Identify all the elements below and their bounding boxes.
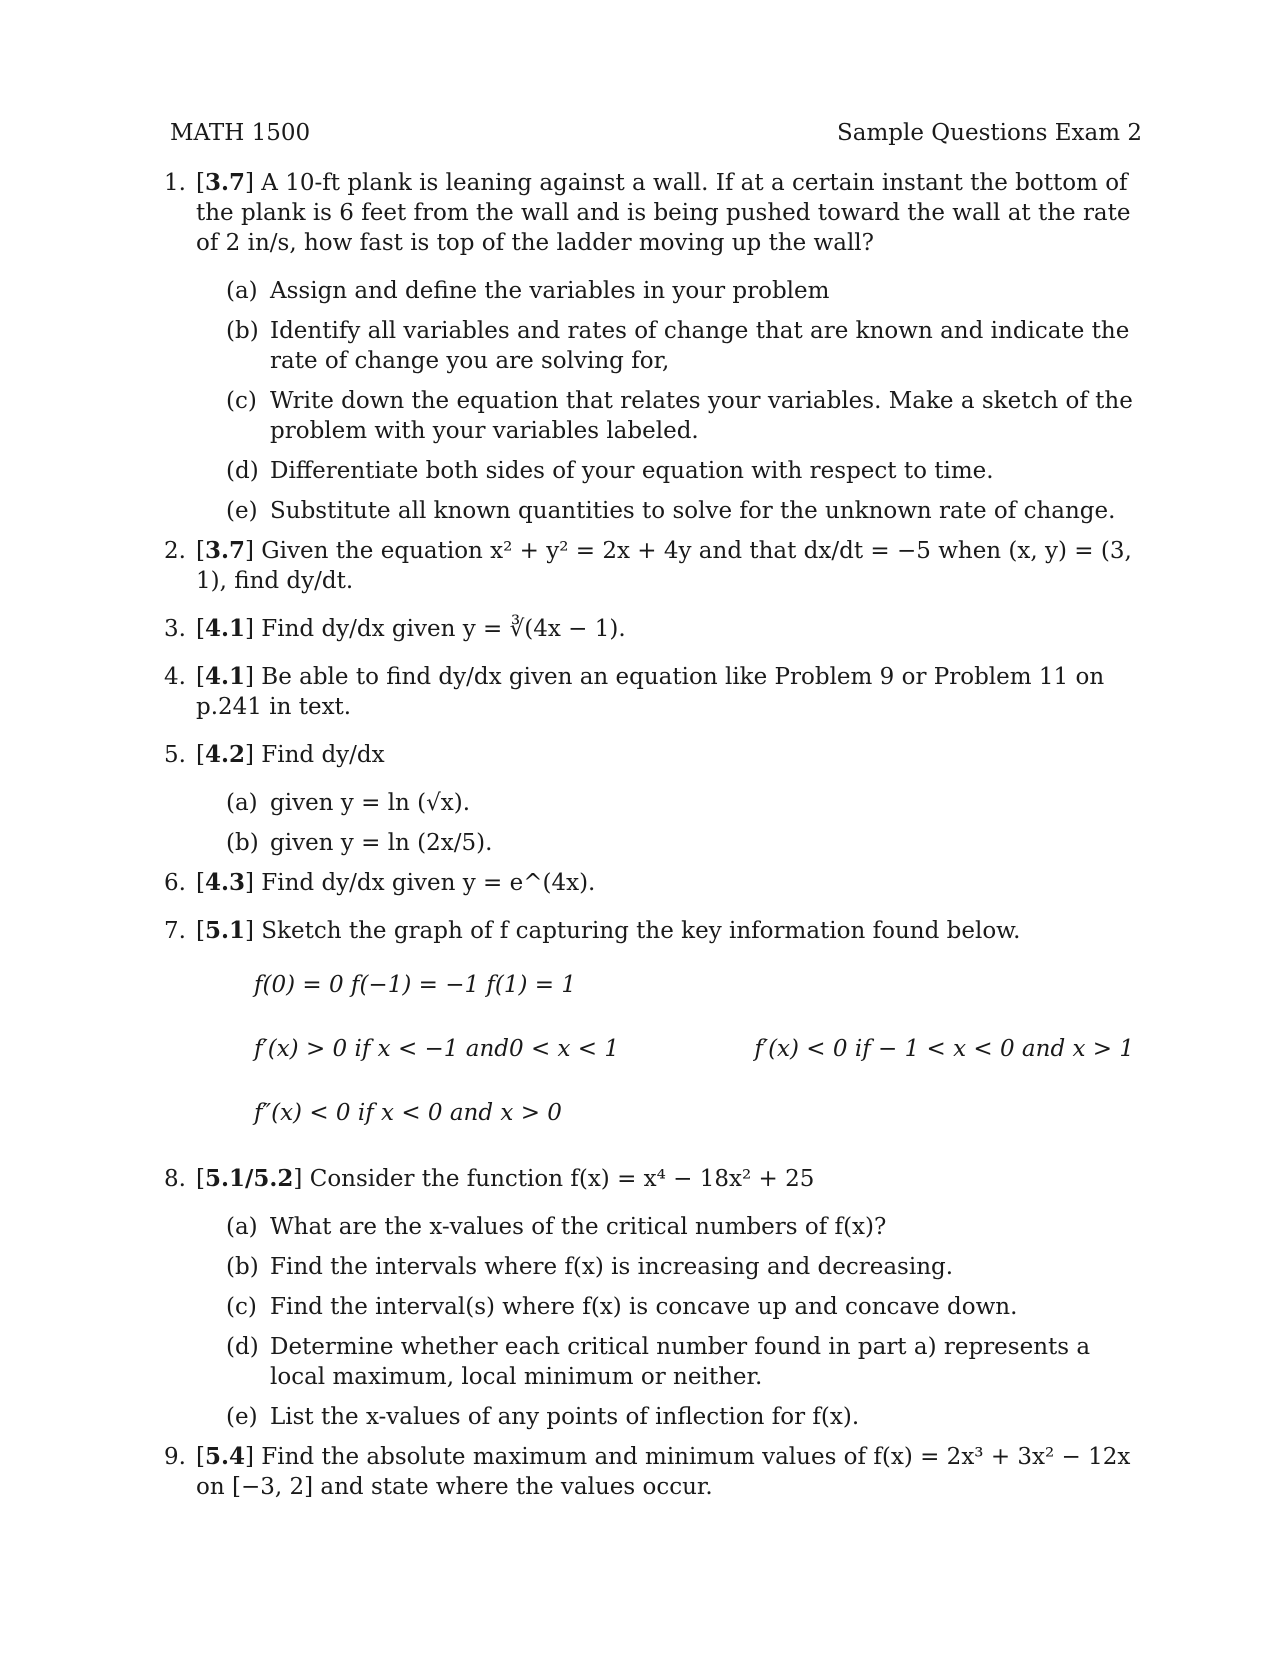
section-tag: 4.3 xyxy=(204,869,245,896)
question-text: Consider the function f(x) = x⁴ − 18x² + 25 xyxy=(309,1166,815,1192)
part-a xyxy=(226,276,1142,306)
question-parts xyxy=(226,1212,1142,1432)
question-5: 5. [4.2] Find dy/dx (a) given y = ln (√x). (b) given y = ln (2x/5). xyxy=(170,740,1142,858)
page-header xyxy=(170,118,1142,158)
question-2: 2. [3.7] Given the equation x² + y² = 2x + 4y and that dx/dt = −5 when (x, y) = (3, 1), find dy/dt. xyxy=(164,537,1132,594)
question-number: 4. xyxy=(164,664,186,690)
function-values: f(0) = 0 f(−1) = −1 f(1) = 1 xyxy=(254,972,577,998)
section-tag: 4.2 xyxy=(204,741,245,768)
question-text: Find dy/dx given y = ∛(4x − 1). xyxy=(261,616,626,642)
question-number: 3. xyxy=(164,616,186,642)
question-number: 2. xyxy=(164,538,186,564)
question-text: Sketch the graph of f capturing the key information found below. xyxy=(261,918,1021,944)
question-parts xyxy=(226,276,1142,526)
part-label: (e) xyxy=(226,498,258,524)
part-label: (b) xyxy=(226,830,259,856)
part-d xyxy=(226,456,1142,486)
part-label: (e) xyxy=(226,1404,258,1430)
question-1: 1. [3.7] A 10-ft plank is leaning against a wall. If at a certain instant the bottom of the plank is 6 feet from the wall and is being pushed toward the wall at the rate of 2 in/s, how fast is top of the ladder moving up the wall? (a) Assign and define the variables in your problem (b) Identify all variables and rates of change that are known and indicate the rate of change you are solving for, (c) Write down the equation that relates your variables. Make a sketch of the problem with your variables labeled. (d) Differentiate both sides of your equation with respect to time. (e) Substitute all known quantities to solve for the unknown rate of change. xyxy=(170,168,1142,526)
section-tag: 3.7 xyxy=(204,169,245,196)
part-text: Assign and define the variables in your problem xyxy=(270,278,830,304)
fprime-negative: f′(x) < 0 if − 1 < x < 0 and x > 1 xyxy=(754,1036,1134,1062)
part-b xyxy=(226,828,1142,858)
question-text: Find dy/dx given y = e^(4x). xyxy=(261,870,596,896)
part-d xyxy=(226,1332,1142,1392)
course-code: MATH 1500 xyxy=(170,120,311,146)
part-b xyxy=(226,316,1142,376)
part-text: given y = ln (2x/5). xyxy=(270,830,493,856)
part-text: List the x-values of any points of inflection for f(x). xyxy=(270,1404,860,1430)
part-text: Write down the equation that relates your variables. Make a sketch of the problem with your variables labeled. xyxy=(270,388,1133,444)
question-6: 6. [4.3] Find dy/dx given y = e^(4x). xyxy=(164,869,596,896)
part-label: (b) xyxy=(226,1254,259,1280)
part-text: Find the interval(s) where f(x) is concave up and concave down. xyxy=(270,1294,1018,1320)
part-label: (a) xyxy=(226,790,258,816)
part-label: (c) xyxy=(226,388,257,414)
part-c xyxy=(226,1292,1142,1322)
part-text: Find the intervals where f(x) is increasing and decreasing. xyxy=(270,1254,954,1280)
question-number: 7. xyxy=(164,918,186,944)
part-e xyxy=(226,1402,1142,1432)
part-label: (a) xyxy=(226,1214,258,1240)
part-label: (d) xyxy=(226,1334,259,1360)
part-a xyxy=(226,788,1142,818)
question-4: 4. [4.1] Be able to find dy/dx given an equation like Problem 9 or Problem 11 on p.241 in text. xyxy=(164,663,1105,720)
part-text: Determine whether each critical number found in part a) represents a local maximum, local minimum or neither. xyxy=(270,1334,1091,1390)
part-label: (b) xyxy=(226,318,259,344)
section-tag: 4.1 xyxy=(204,663,245,690)
exam-page xyxy=(164,118,1142,1502)
section-tag: 5.4 xyxy=(204,1443,245,1470)
section-tag: 3.7 xyxy=(204,537,245,564)
section-tag: 5.1 xyxy=(204,917,245,944)
part-text: Differentiate both sides of your equation with respect to time. xyxy=(270,458,994,484)
question-7: 7. [5.1] Sketch the graph of f capturing the key information found below. f(0) = 0 f(−1) = −1 f(1) = 1 f′(x) > 0 if x < −1 and0 < x < 1 f′(x) < 0 if − 1 < x < 0 and x > 1 f″(x) < 0 if x < 0 and x > 0 xyxy=(170,916,1142,1128)
part-label: (c) xyxy=(226,1294,257,1320)
second-derivative-condition: f″(x) < 0 if x < 0 and x > 0 xyxy=(254,1100,562,1126)
question-text: A 10-ft plank is leaning against a wall. If at a certain instant the bottom of the plank is 6 feet from the wall and is being pushed toward the wall at the rate of 2 in/s, how fast is top of the ladder moving up the wall? xyxy=(196,170,1131,256)
question-number: 8. xyxy=(164,1166,186,1192)
question-8: 8. [5.1/5.2] Consider the function f(x) = x⁴ − 18x² + 25 (a) What are the x-values of the critical numbers of f(x)? (b) Find the intervals where f(x) is increasing and decreasing. (c) Find the interval(s) where f(x) is concave up and concave down. (d) Determine whether each critical number found in part a) represents a local maximum, local minimum or neither. (e) List the x-values of any points of inflection for f(x). xyxy=(170,1164,1142,1432)
question-number: 5. xyxy=(164,742,186,768)
section-tag: 4.1 xyxy=(204,615,245,642)
section-tag: 5.1/5.2 xyxy=(204,1165,294,1192)
part-label: (a) xyxy=(226,278,258,304)
part-text: What are the x-values of the critical numbers of f(x)? xyxy=(270,1214,887,1240)
question-parts xyxy=(226,788,1142,858)
question-number: 6. xyxy=(164,870,186,896)
part-text: given y = ln (√x). xyxy=(270,790,471,816)
part-a xyxy=(226,1212,1142,1242)
part-e xyxy=(226,496,1142,526)
part-label: (d) xyxy=(226,458,259,484)
question-text: Be able to find dy/dx given an equation like Problem 9 or Problem 11 on p.241 in text. xyxy=(196,664,1105,720)
question-text: Find dy/dx xyxy=(261,742,385,768)
question-number: 9. xyxy=(164,1444,186,1470)
question-text: Find the absolute maximum and minimum values of f(x) = 2x³ + 3x² − 12x on [−3, 2] and state where the values occur. xyxy=(196,1444,1131,1500)
question-number: 1. xyxy=(164,170,186,196)
question-9: 9. [5.4] Find the absolute maximum and minimum values of f(x) = 2x³ + 3x² − 12x on [−3, 2] and state where the values occur. xyxy=(164,1443,1131,1500)
part-text: Identify all variables and rates of change that are known and indicate the rate of change you are solving for, xyxy=(270,318,1130,374)
exam-title: Sample Questions Exam 2 xyxy=(837,120,1142,146)
part-text: Substitute all known quantities to solve for the unknown rate of change. xyxy=(270,498,1116,524)
fprime-positive: f′(x) > 0 if x < −1 and0 < x < 1 xyxy=(254,1036,620,1062)
first-derivative-conditions xyxy=(254,1034,1134,1064)
part-c xyxy=(226,386,1142,446)
question-text: Given the equation x² + y² = 2x + 4y and that dx/dt = −5 when (x, y) = (3, 1), find dy/dt. xyxy=(196,538,1132,594)
part-b xyxy=(226,1252,1142,1282)
question-3: 3. [4.1] Find dy/dx given y = ∛(4x − 1). xyxy=(164,615,626,642)
